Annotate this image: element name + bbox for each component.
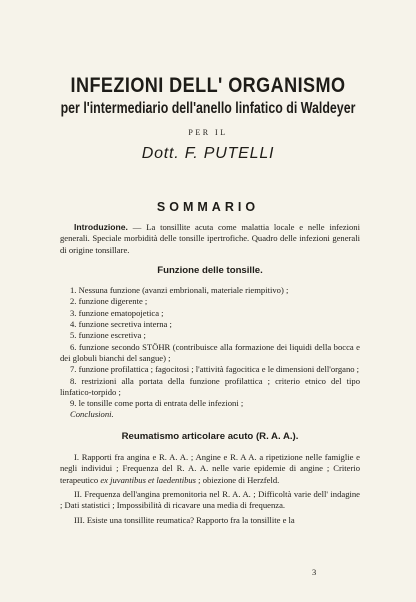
summary-body [60, 222, 360, 526]
intro-lead: Introduzione. [74, 222, 128, 232]
list-item: 6. funzione secondo STÖHR (contribuisce alla formazione dei liquidi della bocca e dei globuli bianchi del sangue) ; [60, 341, 360, 363]
summary-heading: SOMMARIO [156, 200, 260, 214]
conclusion-line: Conclusioni. [70, 409, 114, 420]
paragraph-i-italic: ex juvantibus et laedentibus [100, 474, 197, 485]
section-heading-funzione: Funzione delle tonsille. [157, 264, 263, 276]
list-item: 8. restrizioni alla portata della funzione profilattica ; criterio etnico del tipo linfatico-torpido ; [60, 375, 360, 397]
author-name: Dott. F. PUTELLI [141, 145, 275, 162]
article-subtitle: per l'intermediario dell'anello linfatico di Waldeyer [60, 100, 356, 117]
list-item: 5. funzione escretiva ; [70, 330, 146, 341]
list-item: 2. funzione digerente ; [70, 296, 148, 307]
paragraph-i [60, 452, 360, 486]
paragraph-i-text: I. Rapporti fra angina e R. A. A. ; Angine e R. A A. a ripetizione nelle famiglie e negli individui ; Frequenza del R. A. A. nelle varie epidemie di angine ; Criterio terapeutico [60, 452, 360, 485]
section-heading-reumatismo: Reumatismo articolare acuto (R. A. A.). [121, 430, 299, 442]
paragraph-i-end: ; obiezione di Herzfeld. [196, 474, 280, 485]
byline-per: PER IL [188, 128, 228, 137]
list-item: 1. Nessuna funzione (avanzi embrionali, materiale riempitivo) ; [70, 285, 289, 296]
intro-paragraph [60, 222, 360, 256]
paragraph-iii: III. Esiste una tonsillite reumatica? Rapporto fra la tonsillite e la [74, 514, 295, 525]
list-item: 9. le tonsille come porta di entrata delle infezioni ; [70, 398, 244, 409]
page-number: 3 [312, 567, 317, 577]
list-item: 4. funzione secretiva interna ; [70, 319, 172, 330]
list-item: 7. funzione profilattica ; fagocitosi ; l'attività fagocitica e le dimensioni dell'organo ; [70, 364, 360, 375]
paragraph-ii: II. Frequenza dell'angina premonitoria nel R. A. A. ; Difficoltà varie dell' indagine ; Dati statistici ; Impossibilità di ricavare una media di frequenza. [60, 488, 360, 511]
intro-text: — La tonsillite acuta come malattia locale e nelle infezioni generali. Speciale morbidità delle tonsille ipertrofiche. Quadro delle infezioni generali di origine tonsillare. [60, 222, 360, 255]
article-title: INFEZIONI DELL' ORGANISMO [70, 74, 346, 97]
list-item: 3. funzione ematopojetica ; [70, 307, 164, 318]
